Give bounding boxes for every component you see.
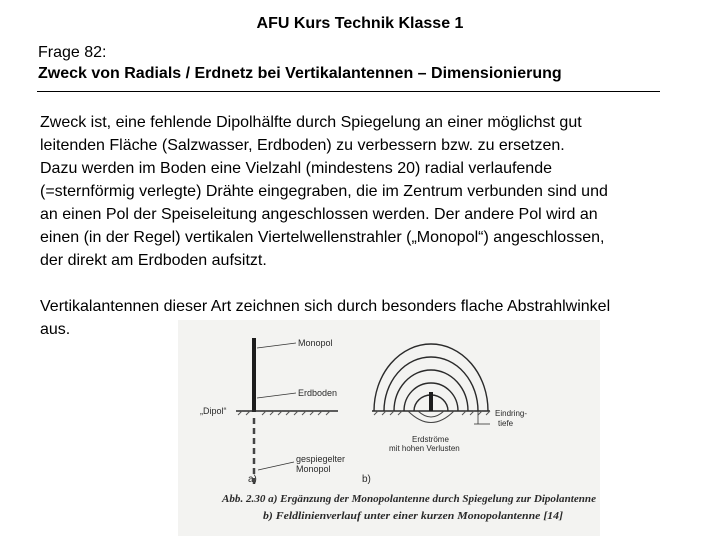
antenna-figure — [178, 320, 600, 536]
answer-text — [40, 111, 690, 341]
heading-divider — [37, 91, 660, 92]
text-line: an einen Pol der Speiseleitung angeschlossen werden. Der andere Pol wird an — [40, 206, 598, 223]
monopol-label: Monopol — [298, 338, 333, 348]
panel-a-label: a) — [248, 474, 257, 485]
dipol-label: „Dipol“ — [200, 406, 227, 416]
text-line: Zweck ist, eine fehlende Dipolhälfte durch Spiegelung an einer möglichst gut — [40, 114, 582, 131]
paragraph-purpose — [40, 111, 690, 272]
erdboden-label: Erdboden — [298, 388, 338, 398]
text-line: der direkt am Erdboden aufsitzt. — [40, 252, 267, 269]
text-line: leitenden Fläche (Salzwasser, Erdboden) zu verbessern bzw. zu ersetzen. — [40, 137, 565, 154]
text-line: Vertikalantennen dieser Art zeichnen sich durch besonders flache Abstrahlwinkel — [40, 298, 611, 315]
gespiegelter-label-line2: Monopol — [296, 464, 331, 474]
panel-b-label: b) — [362, 474, 371, 485]
page-title: AFU Kurs Technik Klasse 1 — [256, 15, 464, 32]
text-line: einen (in der Regel) vertikalen Viertelwellenstrahler („Monopol“) angeschlossen, — [40, 229, 605, 246]
short-monopol — [429, 392, 433, 411]
figure-caption-line1: Abb. 2.30 a) Ergänzung der Monopolantenne durch Spiegelung zur Dipolantenne — [220, 493, 597, 505]
erdstroeme-label-line1: Erdströme — [412, 435, 449, 444]
figure-caption-line2: b) Feldlinienverlauf unter einer kurzen Monopolantenne [14] — [263, 510, 564, 522]
gespiegelter-label-line1: gespiegelter — [296, 454, 346, 464]
question-heading: Zweck von Radials / Erdnetz bei Vertikalantennen – Dimensionierung — [38, 65, 562, 82]
text-line: aus. — [40, 321, 71, 338]
monopol-element — [252, 338, 256, 412]
text-line: (=sternförmig verlegte) Drähte eingegraben, die im Zentrum verbunden sind und — [40, 183, 608, 200]
erdstroeme-label-line2: mit hohen Verlusten — [389, 444, 460, 453]
eindring-label-line2: tiefe — [498, 419, 514, 428]
figure-drawing — [178, 320, 600, 536]
question-number: Frage 82: — [38, 44, 107, 61]
eindring-label-line1: Eindring- — [495, 409, 528, 418]
text-line: Dazu werden im Boden eine Vielzahl (mindestens 20) radial verlaufende — [40, 160, 552, 177]
